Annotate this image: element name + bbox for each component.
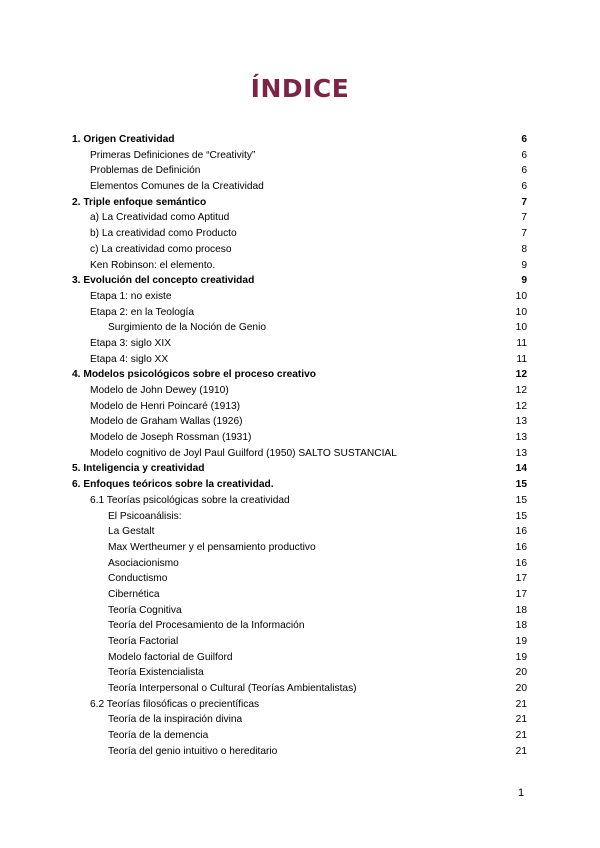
toc-entry[interactable] <box>72 650 527 666</box>
toc-entry-page: 17 <box>515 588 527 600</box>
toc-entry-page: 13 <box>515 432 527 444</box>
toc-entry[interactable] <box>72 132 527 148</box>
toc-entry-page: 6 <box>521 181 527 193</box>
toc-entry-page: 12 <box>515 385 527 396</box>
toc-entry[interactable] <box>72 446 527 462</box>
toc-entry[interactable] <box>72 509 527 525</box>
toc-entry-page: 6 <box>521 149 527 161</box>
toc-entry-page: 15 <box>515 510 527 522</box>
toc-entry-title: Teoría Factorial <box>108 636 179 647</box>
toc-entry[interactable] <box>72 556 527 572</box>
toc-entry[interactable] <box>72 524 527 540</box>
toc-entry-page: 21 <box>515 714 527 726</box>
toc-entry-title: Ken Robinson: el elemento. <box>90 259 216 271</box>
toc-entry[interactable] <box>72 587 527 603</box>
toc-entry-page: 12 <box>515 400 527 412</box>
toc-entry-title: Problemas de Definición <box>90 165 201 177</box>
toc-entry-title: 2. Triple enfoque semántico <box>72 196 207 208</box>
toc-entry-page: 11 <box>516 353 527 365</box>
toc-entry[interactable] <box>72 712 527 728</box>
toc-entry-title: Primeras Definiciones de “Creativity” <box>90 149 256 161</box>
toc-entry-title: Etapa 3: siglo XIX <box>90 337 171 349</box>
toc-entry-title: 6. Enfoques teóricos sobre la creatividad. <box>72 479 274 491</box>
toc-entry-title: Elementos Comunes de la Creatividad <box>90 181 264 193</box>
toc-entry-title: 1. Origen Creatividad <box>72 134 175 145</box>
toc-entry-page: 13 <box>515 416 527 428</box>
toc-entry-title: c) La creatividad como proceso <box>90 243 232 255</box>
toc-entry-title: Asociacionismo <box>108 557 179 569</box>
toc-entry-title: Teoría de la demencia <box>108 730 209 742</box>
toc-entry[interactable] <box>72 383 527 399</box>
toc-entry-page: 21 <box>515 745 527 757</box>
toc-entry[interactable] <box>72 320 527 336</box>
toc-entry-page: 17 <box>515 573 527 585</box>
toc-entry-page: 14 <box>515 463 527 475</box>
toc-entry-page: 9 <box>521 275 527 287</box>
toc-entry[interactable] <box>72 681 527 697</box>
toc-entry-title: 3. Evolución del concepto creatividad <box>72 275 255 287</box>
toc-entry[interactable] <box>72 179 527 195</box>
toc-entry-page: 20 <box>515 683 527 695</box>
toc-entry-title: b) La creatividad como Producto <box>90 228 237 240</box>
table-of-contents <box>72 132 527 760</box>
toc-entry-page: 18 <box>515 620 527 632</box>
toc-entry-page: 16 <box>515 541 527 553</box>
toc-entry[interactable] <box>72 540 527 556</box>
toc-entry[interactable] <box>72 336 527 352</box>
toc-entry-title: Max Wertheumer y el pensamiento productivo <box>108 541 316 553</box>
toc-entry-title: Teoría del genio intuitivo o hereditario <box>108 745 278 757</box>
toc-entry[interactable] <box>72 289 527 305</box>
toc-entry-title: 6.2 Teorías filosóficas o precientíficas <box>90 698 260 710</box>
toc-entry[interactable] <box>72 305 527 321</box>
toc-entry[interactable] <box>72 493 527 509</box>
toc-entry-title: Cibernética <box>108 588 160 600</box>
toc-entry-title: Etapa 1: no existe <box>90 290 172 302</box>
page-title: ÍNDICE <box>250 74 350 103</box>
toc-entry-page: 9 <box>521 259 527 271</box>
toc-entry[interactable] <box>72 195 527 211</box>
toc-entry-page: 10 <box>515 306 527 318</box>
toc-entry-title: Conductismo <box>108 573 168 585</box>
toc-entry[interactable] <box>72 603 527 619</box>
toc-entry-page: 16 <box>515 557 527 569</box>
toc-entry-title: Teoría Cognitiva <box>108 604 182 616</box>
toc-entry[interactable] <box>72 163 527 179</box>
toc-entry-page: 10 <box>515 322 527 334</box>
toc-entry-title: Modelo de Joseph Rossman (1931) <box>90 432 252 444</box>
toc-entry[interactable] <box>72 273 527 289</box>
toc-entry[interactable] <box>72 634 527 650</box>
toc-entry-page: 8 <box>521 243 527 255</box>
toc-entry[interactable] <box>72 399 527 415</box>
toc-entry-page: 15 <box>515 494 527 506</box>
toc-entry-page: 6 <box>521 165 527 177</box>
toc-entry-page: 18 <box>515 604 527 616</box>
toc-entry-title: La Gestalt <box>108 526 155 538</box>
toc-entry-title: 5. Inteligencia y creatividad <box>72 463 205 475</box>
toc-entry[interactable] <box>72 461 527 477</box>
toc-entry[interactable] <box>72 571 527 587</box>
toc-entry-title: Teoría Interpersonal o Cultural (Teorías Ambientalistas) <box>108 683 357 695</box>
toc-entry[interactable] <box>72 242 527 258</box>
toc-entry-page: 19 <box>515 651 527 663</box>
toc-entry[interactable] <box>72 728 527 744</box>
toc-entry-title: Surgimiento de la Noción de Genio <box>108 322 267 334</box>
toc-entry-page: 12 <box>515 369 527 381</box>
toc-entry-title: Modelo de Graham Wallas (1926) <box>90 416 243 428</box>
toc-entry-title: Teoría de la inspiración divina <box>108 714 243 726</box>
toc-entry[interactable] <box>72 697 527 713</box>
toc-entry[interactable] <box>72 477 527 493</box>
toc-entry[interactable] <box>72 414 527 430</box>
toc-entry-page: 21 <box>515 698 527 710</box>
toc-entry[interactable] <box>72 258 527 274</box>
toc-entry-page: 20 <box>515 667 527 679</box>
toc-entry-page: 13 <box>515 447 527 459</box>
toc-entry-page: 19 <box>515 636 527 647</box>
toc-entry-page: 7 <box>521 228 527 240</box>
toc-entry-title: 4. Modelos psicológicos sobre el proceso creativo <box>72 369 317 381</box>
page-number: 1 <box>518 787 525 799</box>
toc-entry-title: Teoría Existencialista <box>108 667 204 679</box>
toc-entry[interactable] <box>72 430 527 446</box>
toc-entry-title: Modelo de Henri Poincaré (1913) <box>90 400 241 412</box>
toc-entry[interactable] <box>72 618 527 634</box>
toc-entry-title: Modelo factorial de Guilford <box>108 651 233 663</box>
toc-entry[interactable] <box>72 744 527 760</box>
toc-entry-page: 16 <box>515 526 527 538</box>
toc-entry[interactable] <box>72 665 527 681</box>
toc-entry-page: 21 <box>515 730 527 742</box>
toc-entry-title: Teoría del Procesamiento de la Información <box>108 620 305 632</box>
toc-entry-title: Etapa 4: siglo XX <box>90 353 169 365</box>
toc-entry[interactable] <box>72 210 527 226</box>
toc-entry[interactable] <box>72 352 527 368</box>
toc-entry[interactable] <box>72 148 527 164</box>
toc-entry-title: Modelo cognitivo de Joyl Paul Guilford (1950) SALTO SUSTANCIAL <box>90 447 397 459</box>
toc-entry-title: Etapa 2: en la Teología <box>90 306 195 318</box>
toc-entry-title: El Psicoanálisis: <box>108 510 182 522</box>
toc-entry-title: a) La Creatividad como Aptitud <box>90 212 230 224</box>
toc-entry-page: 10 <box>515 290 527 302</box>
toc-entry-title: 6.1 Teorías psicológicas sobre la creatividad <box>90 494 290 506</box>
toc-entry-page: 11 <box>516 337 527 349</box>
toc-entry-page: 15 <box>515 479 527 491</box>
toc-entry-page: 7 <box>521 196 527 208</box>
toc-entry-page: 7 <box>521 212 527 224</box>
toc-entry-title: Modelo de John Dewey (1910) <box>90 385 229 396</box>
toc-entry[interactable] <box>72 226 527 242</box>
toc-entry-page: 6 <box>521 134 527 145</box>
toc-entry[interactable] <box>72 367 527 383</box>
